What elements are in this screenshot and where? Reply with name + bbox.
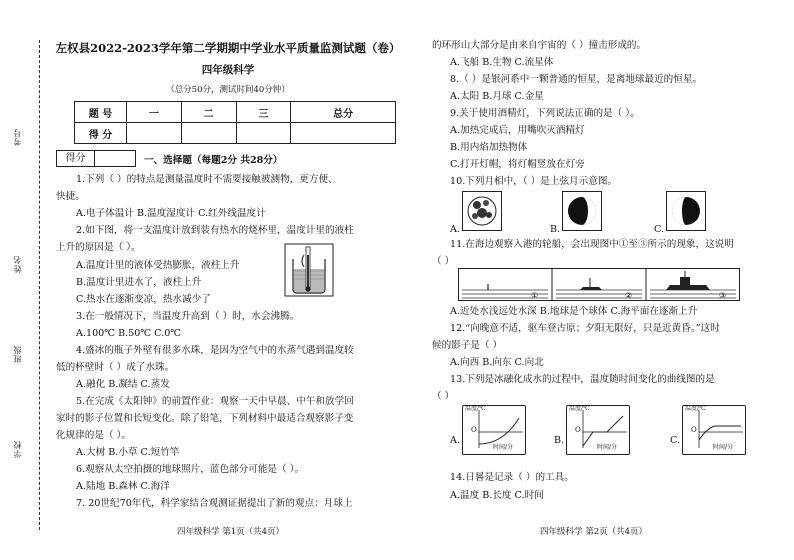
- question-line: （ ）: [432, 391, 455, 402]
- graph-origin: O: [575, 426, 581, 434]
- score-cell[interactable]: [236, 123, 291, 144]
- question-line: 家时的影子位置和长短变化。除了铅笔，下列材料中最适合观察影子变: [56, 413, 354, 424]
- option-line: A.温度 B.长度 C.时间: [450, 490, 544, 501]
- question-line: 11.在海边观察入港的轮船，会出现图中①至③所示的现象，这说明: [450, 239, 734, 250]
- question-line: 上升的原因是（ ）。: [56, 242, 141, 253]
- full-moon-icon: [462, 191, 502, 231]
- score-header-cell: 题 号: [75, 102, 127, 123]
- graph-origin: O: [691, 426, 697, 434]
- section-heading: 一、选择题（每题2分 共28分）: [144, 155, 283, 166]
- moon-option-label: C.: [654, 224, 665, 235]
- question-line: 6.观察从太空拍摄的地球照片，蓝色部分可能是（ ）。: [76, 464, 305, 475]
- question-line: 候的影子是（ ）: [432, 340, 503, 351]
- question-line: 1.下列（ ）的特点是测量温度时不需要接触被测物，更方便、: [76, 174, 338, 185]
- binding-line: [39, 40, 40, 530]
- label-banji: 班级: [13, 345, 22, 363]
- graph-xlabel: 时间/分: [597, 444, 618, 451]
- label-kaohao: 考号: [13, 128, 22, 146]
- grader-box: [56, 150, 136, 167]
- graph-xlabel: 时间/分: [713, 444, 734, 451]
- question-line: 5.在完成《太阳钟》的前置作业：观察一天中早晨、中午和放学回: [76, 396, 354, 407]
- question-line: 快捷。: [56, 191, 85, 202]
- page-footer: 四年级科学 第2页（共4页）: [540, 527, 648, 537]
- label-xingming: 姓名: [13, 255, 22, 273]
- label-xuexiao: 学校: [13, 440, 22, 458]
- option-line: A.向西 B.向东 C.向北: [450, 357, 544, 368]
- graph-ylabel: 温度/℃: [685, 405, 706, 412]
- score-table: [74, 101, 396, 144]
- binding-strip: [0, 0, 52, 560]
- score-cell[interactable]: [291, 123, 396, 144]
- ship-label: ③: [719, 291, 727, 300]
- question-line: 13.下列是冰融化成水的过程中，温度随时间变化的曲线图的是: [450, 374, 715, 385]
- question-line: 3.在一般情况下，当温度升高到（ ）时，水会沸腾。: [76, 311, 300, 322]
- graph-option-c: [682, 405, 746, 455]
- last-quarter-moon-icon: [666, 191, 706, 231]
- question-line: 化规律的是（ ）。: [56, 430, 131, 441]
- question-line: 12.“向晚意不适，驱车登古原；夕阳无限好，只是近黄昏。”这时: [450, 323, 720, 334]
- score-header-cell: 总分: [291, 102, 396, 123]
- score-header-cell: 三: [236, 102, 291, 123]
- question-line: 9.关于使用酒精灯，下列说法正确的是（ ）。: [450, 108, 640, 119]
- moon-option-label: B.: [550, 224, 561, 235]
- option-line: C.热水在逐渐变凉，热水减少了: [76, 294, 211, 305]
- option-line: A.温度计里的液体受热膨胀，液柱上升: [76, 260, 240, 271]
- grader-label: 得分: [57, 151, 95, 166]
- ship-approach-illustration: [458, 268, 740, 301]
- graph-option-b: [566, 405, 630, 455]
- moon-option-label: A.: [450, 224, 460, 235]
- question-line: （ ）: [432, 256, 455, 267]
- exam-title: 左权县2022-2023学年第二学期期中学业水平质量监测试题（卷）: [55, 41, 401, 55]
- option-line: C.打开灯帽，将灯帽竖放在灯旁: [450, 159, 585, 170]
- option-line: A.电子体温计 B.温度湿度计 C.红外线温度计: [76, 208, 266, 219]
- score-header-cell: 二: [181, 102, 236, 123]
- option-line: B.用内焰加热物体: [450, 142, 528, 153]
- option-line: A.100℃ B.50℃ C.0℃: [76, 328, 182, 339]
- graph-option-a: [462, 405, 526, 455]
- graph-ylabel: 温度/℃: [465, 405, 486, 412]
- exam-note: （总分50分，测试时间40分钟）: [166, 85, 290, 95]
- beaker-thermometer-illustration: [284, 243, 334, 297]
- page-footer: 四年级科学 第1页（共4页）: [177, 527, 285, 537]
- graph-origin: O: [471, 426, 477, 434]
- ship-label: ①: [531, 291, 539, 300]
- ship-label: ②: [625, 291, 633, 300]
- first-quarter-moon-icon: [562, 191, 602, 231]
- graph-option-label: B.: [554, 435, 565, 446]
- score-row-label: 得 分: [75, 123, 127, 144]
- option-line: A.大树 B.小草 C.短竹竿: [76, 447, 180, 458]
- graph-ylabel: 温度/℃: [569, 405, 590, 412]
- option-line: A.融化 B.凝结 C.蒸发: [76, 379, 170, 390]
- graph-option-label: C.: [670, 435, 681, 446]
- option-line: A.加热完成后，用嘴吹灭酒精灯: [450, 125, 585, 136]
- graph-option-label: A.: [450, 435, 460, 446]
- question-line: 低的杯壁时（ ）成了水珠。: [56, 362, 175, 373]
- option-line: A.近处水浅远处水深 B.地球是个球体 C.海平面在逐渐上升: [450, 306, 698, 317]
- question-line: 的环形山大部分是由来自宇宙的（ ）撞击形成的。: [432, 40, 647, 51]
- graph-xlabel: 时间/分: [493, 444, 514, 451]
- question-line: 10.下列月相中，（ ）是上弦月示意图。: [450, 176, 618, 187]
- score-cell[interactable]: [181, 123, 236, 144]
- question-line: 4.盛冰的瓶子外壁有很多水珠，是因为空气中的水蒸气遇到温度较: [76, 345, 354, 356]
- question-line: 8.（ ）是银河系中一颗普通的恒星，是离地球最近的恒星。: [450, 74, 703, 85]
- question-line: 2.如下图，将一支温度计放到装有热水的烧杯里，温度计里的液柱: [76, 225, 354, 236]
- score-cell[interactable]: [127, 123, 182, 144]
- option-line: B.温度计里进水了，液柱上升: [76, 277, 202, 288]
- subject-title: 四年级科学: [201, 64, 255, 76]
- score-header-cell: 一: [127, 102, 182, 123]
- question-line: 7. 20世纪70年代，科学家结合观测证据提出了新的观点：月球上: [76, 498, 353, 509]
- option-line: A.飞船 B.生物 C.流星体: [450, 57, 554, 68]
- question-line: 14.日晷是记录（ ）的工具。: [450, 472, 574, 483]
- option-line: A.陆地 B.森林 C.海洋: [76, 481, 170, 492]
- option-line: A.太阳 B.月球 C.金星: [450, 91, 544, 102]
